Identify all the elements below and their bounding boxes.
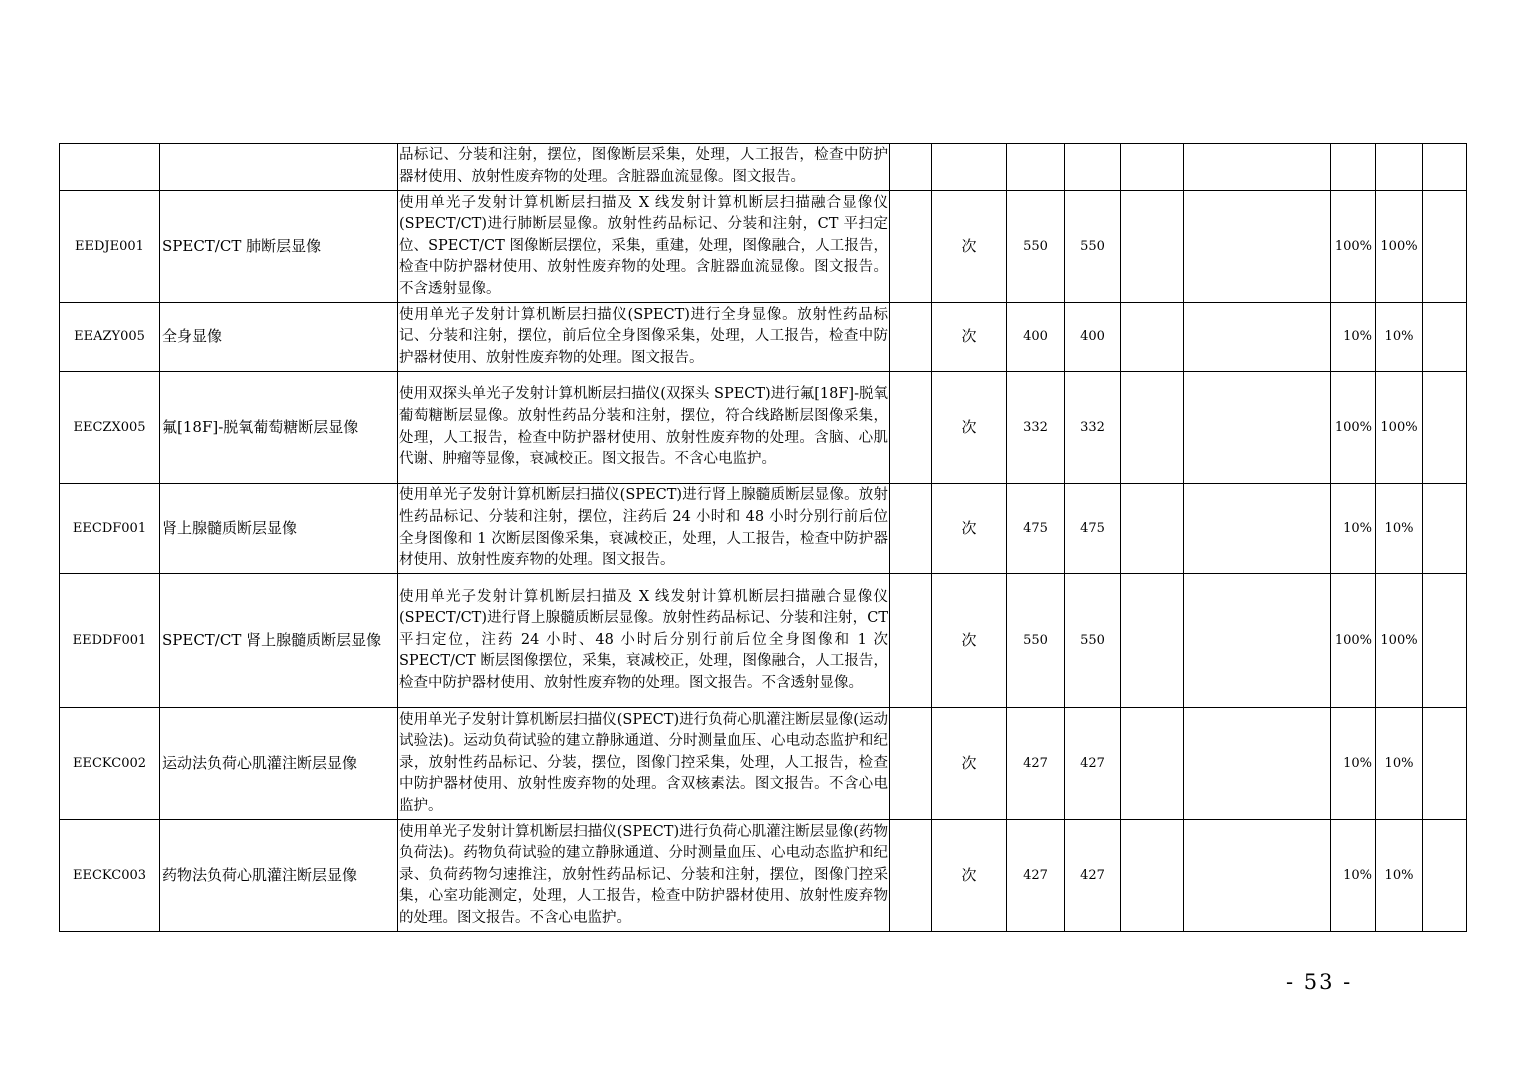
item-exclusion xyxy=(890,144,932,191)
item-price-1: 400 xyxy=(1007,303,1065,372)
table-row xyxy=(60,574,1467,708)
item-pct-2: 10% xyxy=(1376,708,1423,820)
item-content: 使用单光子发射计算机断层扫描及 X 线发射计算机断层扫描融合显像仪(SPECT/CT)进行肺断层显像。放射性药品标记、分装和注射，CT 平扫定位、SPECT/CT 图像断层摆位，采集，重建，处理，图像融合，人工报告，检查中防护器材使用、放射性废弃物的处理。含脏器血流显像。图文报告。不含透射显像。 xyxy=(398,191,890,303)
item-price-3 xyxy=(1121,144,1184,191)
item-price-3 xyxy=(1121,303,1184,372)
item-price-2 xyxy=(1065,144,1121,191)
item-price-3 xyxy=(1121,708,1184,820)
page-number: - 53 - xyxy=(1286,970,1353,994)
item-name xyxy=(160,144,398,191)
table-row xyxy=(60,708,1467,820)
table-row xyxy=(60,484,1467,574)
item-price-2: 400 xyxy=(1065,303,1121,372)
item-price-1: 550 xyxy=(1007,574,1065,708)
item-price-2: 332 xyxy=(1065,372,1121,484)
item-exclusion xyxy=(890,484,932,574)
item-name: SPECT/CT 肺断层显像 xyxy=(160,191,398,303)
item-price-3 xyxy=(1121,484,1184,574)
item-exclusion xyxy=(890,303,932,372)
item-exclusion xyxy=(890,191,932,303)
item-note xyxy=(1184,144,1331,191)
item-pct-1: 100% xyxy=(1331,191,1376,303)
item-price-1: 475 xyxy=(1007,484,1065,574)
item-extra xyxy=(1423,820,1467,932)
item-price-3 xyxy=(1121,191,1184,303)
item-unit: 次 xyxy=(932,820,1007,932)
item-pct-1: 10% xyxy=(1331,708,1376,820)
item-pct-2: 10% xyxy=(1376,303,1423,372)
item-price-1: 332 xyxy=(1007,372,1065,484)
item-price-2: 427 xyxy=(1065,708,1121,820)
item-price-3 xyxy=(1121,574,1184,708)
item-price-2: 550 xyxy=(1065,191,1121,303)
item-exclusion xyxy=(890,708,932,820)
item-content: 使用单光子发射计算机断层扫描仪(SPECT)进行肾上腺髓质断层显像。放射性药品标记、分装和注射，摆位，注药后 24 小时和 48 小时分别行前后位全身图像和 1 次断层图像采集，衰减校正，处理，人工报告，检查中防护器材使用、放射性废弃物的处理。图文报告。 xyxy=(398,484,890,574)
item-content: 使用单光子发射计算机断层扫描仪(SPECT)进行全身显像。放射性药品标记、分装和注射，摆位，前后位全身图像采集，处理，人工报告，检查中防护器材使用、放射性废弃物的处理。图文报告。 xyxy=(398,303,890,372)
item-name: SPECT/CT 肾上腺髓质断层显像 xyxy=(160,574,398,708)
table-row xyxy=(60,820,1467,932)
item-unit: 次 xyxy=(932,574,1007,708)
item-code: EECZX005 xyxy=(60,372,160,484)
item-note xyxy=(1184,303,1331,372)
item-exclusion xyxy=(890,820,932,932)
item-extra xyxy=(1423,372,1467,484)
item-pct-1: 10% xyxy=(1331,303,1376,372)
item-exclusion xyxy=(890,574,932,708)
item-note xyxy=(1184,708,1331,820)
item-note xyxy=(1184,484,1331,574)
fee-table xyxy=(59,143,1467,932)
item-extra xyxy=(1423,303,1467,372)
item-pct-2: 10% xyxy=(1376,484,1423,574)
item-code: EECKC003 xyxy=(60,820,160,932)
item-pct-2: 100% xyxy=(1376,191,1423,303)
item-price-3 xyxy=(1121,820,1184,932)
item-unit: 次 xyxy=(932,372,1007,484)
item-pct-1: 10% xyxy=(1331,820,1376,932)
item-unit: 次 xyxy=(932,303,1007,372)
item-pct-1: 10% xyxy=(1331,484,1376,574)
item-note xyxy=(1184,372,1331,484)
item-extra xyxy=(1423,484,1467,574)
item-price-3 xyxy=(1121,372,1184,484)
item-price-2: 427 xyxy=(1065,820,1121,932)
table-row xyxy=(60,191,1467,303)
table-row xyxy=(60,303,1467,372)
item-content: 品标记、分装和注射，摆位，图像断层采集，处理，人工报告，检查中防护器材使用、放射性废弃物的处理。含脏器血流显像。图文报告。 xyxy=(398,144,890,191)
item-unit xyxy=(932,144,1007,191)
table-row xyxy=(60,144,1467,191)
item-price-1 xyxy=(1007,144,1065,191)
item-unit: 次 xyxy=(932,708,1007,820)
item-code: EEDJE001 xyxy=(60,191,160,303)
item-code: EEAZY005 xyxy=(60,303,160,372)
item-price-1: 550 xyxy=(1007,191,1065,303)
item-name: 药物法负荷心肌灌注断层显像 xyxy=(160,820,398,932)
item-price-1: 427 xyxy=(1007,820,1065,932)
item-exclusion xyxy=(890,372,932,484)
item-code: EEDDF001 xyxy=(60,574,160,708)
item-extra xyxy=(1423,708,1467,820)
item-extra xyxy=(1423,574,1467,708)
item-code xyxy=(60,144,160,191)
item-extra xyxy=(1423,191,1467,303)
item-unit: 次 xyxy=(932,191,1007,303)
item-unit: 次 xyxy=(932,484,1007,574)
item-price-1: 427 xyxy=(1007,708,1065,820)
item-content: 使用双探头单光子发射计算机断层扫描仪(双探头 SPECT)进行氟[18F]-脱氧葡萄糖断层显像。放射性药品分装和注射，摆位，符合线路断层图像采集，处理，人工报告，检查中防护器材使用、放射性废弃物的处理。含脑、心肌代谢、肿瘤等显像，衰减校正。图文报告。不含心电监护。 xyxy=(398,372,890,484)
item-price-2: 550 xyxy=(1065,574,1121,708)
item-pct-1: 100% xyxy=(1331,372,1376,484)
item-name: 全身显像 xyxy=(160,303,398,372)
item-code: EECKC002 xyxy=(60,708,160,820)
item-code: EECDF001 xyxy=(60,484,160,574)
item-extra xyxy=(1423,144,1467,191)
item-pct-2: 100% xyxy=(1376,372,1423,484)
item-name: 肾上腺髓质断层显像 xyxy=(160,484,398,574)
item-pct-2: 10% xyxy=(1376,820,1423,932)
item-note xyxy=(1184,574,1331,708)
item-note xyxy=(1184,191,1331,303)
item-pct-2 xyxy=(1376,144,1423,191)
table-row xyxy=(60,372,1467,484)
item-pct-2: 100% xyxy=(1376,574,1423,708)
item-pct-1 xyxy=(1331,144,1376,191)
item-pct-1: 100% xyxy=(1331,574,1376,708)
item-name: 氟[18F]-脱氧葡萄糖断层显像 xyxy=(160,372,398,484)
item-content: 使用单光子发射计算机断层扫描仪(SPECT)进行负荷心肌灌注断层显像(药物负荷法)。药物负荷试验的建立静脉通道、分时测量血压、心电动态监护和纪录、负荷药物匀速推注，放射性药品标记、分装和注射，摆位，图像门控采集，心室功能测定，处理，人工报告，检查中防护器材使用、放射性废弃物的处理。图文报告。不含心电监护。 xyxy=(398,820,890,932)
item-note xyxy=(1184,820,1331,932)
item-content: 使用单光子发射计算机断层扫描及 X 线发射计算机断层扫描融合显像仪(SPECT/CT)进行肾上腺髓质断层显像。放射性药品标记、分装和注射，CT 平扫定位，注药 24 小时、48 小时后分别行前后位全身图像和 1 次 SPECT/CT 断层图像摆位，采集，衰减校正，处理，图像融合，人工报告，检查中防护器材使用、放射性废弃物的处理。图文报告。不含透射显像。 xyxy=(398,574,890,708)
item-content: 使用单光子发射计算机断层扫描仪(SPECT)进行负荷心肌灌注断层显像(运动试验法)。运动负荷试验的建立静脉通道、分时测量血压、心电动态监护和纪录，放射性药品标记、分装，摆位，图像门控采集，处理，人工报告，检查中防护器材使用、放射性废弃物的处理。含双核素法。图文报告。不含心电监护。 xyxy=(398,708,890,820)
item-name: 运动法负荷心肌灌注断层显像 xyxy=(160,708,398,820)
item-price-2: 475 xyxy=(1065,484,1121,574)
